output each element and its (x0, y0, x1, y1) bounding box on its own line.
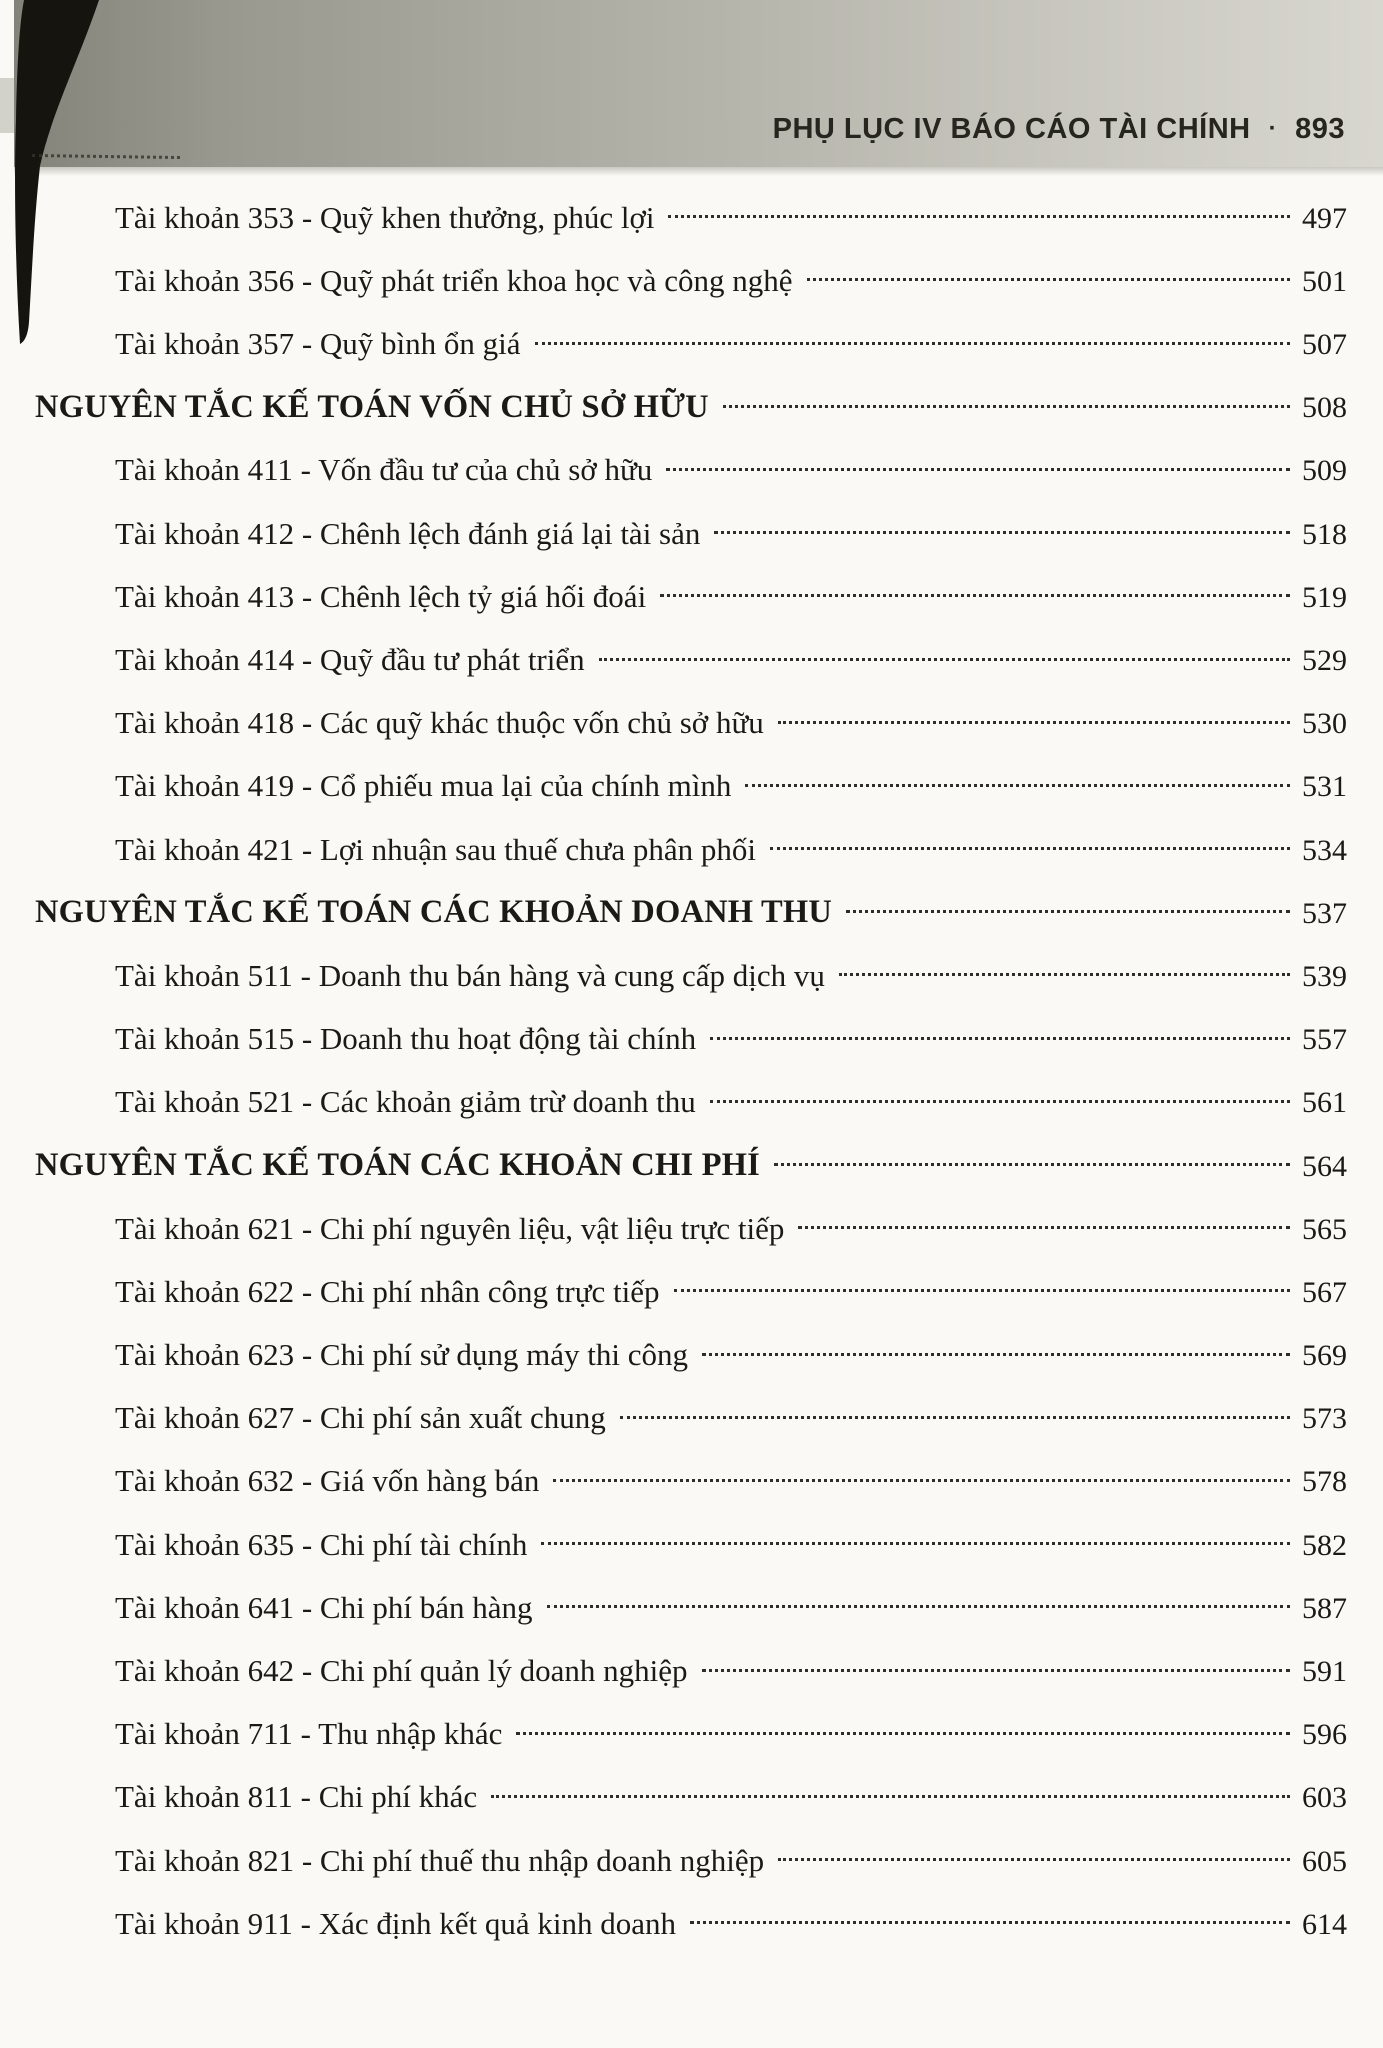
toc-entry-label: Tài khoản 353 - Quỹ khen thưởng, phúc lợi (115, 199, 655, 235)
running-header-title: PHỤ LỤC IV BÁO CÁO TÀI CHÍNH (772, 113, 1251, 145)
toc-entry-page: 519 (1302, 580, 1347, 614)
toc-row (35, 1888, 1347, 1951)
dot-leader (714, 531, 1290, 534)
toc-entry-page: 587 (1302, 1591, 1347, 1625)
toc-row (35, 1635, 1347, 1698)
toc-row (35, 1319, 1347, 1382)
running-header-page-number: 893 (1295, 113, 1345, 145)
toc-entry-page: 605 (1302, 1844, 1347, 1878)
toc-row (35, 561, 1347, 624)
toc-entry-label: Tài khoản 357 - Quỹ bình ổn giá (115, 326, 521, 362)
toc-row (35, 877, 1347, 940)
toc-entry-page: 539 (1302, 959, 1347, 993)
toc-entry-label: Tài khoản 623 - Chi phí sử dụng máy thi công (115, 1337, 689, 1373)
dot-leader (620, 1416, 1290, 1419)
toc-row (35, 624, 1347, 687)
toc-entry-label: Tài khoản 621 - Chi phí nguyên liệu, vật liệu trực tiếp (115, 1210, 785, 1246)
running-header (773, 113, 1345, 146)
toc-entry-page: 603 (1302, 1781, 1347, 1815)
toc-row (35, 940, 1347, 1003)
toc-entry-label: NGUYÊN TẮC KẾ TOÁN VỐN CHỦ SỞ HỮU (35, 388, 709, 425)
toc-row (35, 1762, 1347, 1825)
toc-entry-label: Tài khoản 511 - Doanh thu bán hàng và cung cấp dịch vụ (115, 957, 825, 993)
toc-row (35, 1572, 1347, 1635)
toc-entry-page: 497 (1302, 201, 1347, 235)
toc-entry-page: 573 (1302, 1402, 1347, 1436)
toc-entry-label: Tài khoản 622 - Chi phí nhân công trực tiếp (115, 1273, 660, 1309)
toc-row (35, 1130, 1347, 1193)
toc-entry-label: Tài khoản 418 - Các quỹ khác thuộc vốn chủ sở hữu (115, 705, 764, 741)
dot-leader (774, 1163, 1290, 1166)
toc-entry-page: 529 (1302, 644, 1347, 677)
dot-leader (491, 1795, 1290, 1798)
dot-leader (668, 215, 1290, 218)
toc-entry-page: 501 (1302, 264, 1347, 298)
dot-leader (599, 658, 1290, 661)
toc-entry-label: Tài khoản 412 - Chênh lệch đánh giá lại tài sản (115, 515, 701, 551)
toc-entry-label: Tài khoản 515 - Doanh thu hoạt động tài chính (115, 1021, 697, 1057)
dot-leader (846, 910, 1290, 913)
toc-row (35, 1825, 1347, 1888)
toc-row (35, 372, 1347, 435)
toc-entry-page: 614 (1302, 1907, 1347, 1941)
toc-entry-page: 591 (1302, 1655, 1347, 1688)
toc-entry-page: 578 (1302, 1465, 1347, 1499)
toc-entry-label: Tài khoản 521 - Các khoản giảm trừ doanh thu (115, 1084, 696, 1120)
toc-list (35, 182, 1347, 1951)
dot-leader (690, 1921, 1290, 1924)
toc-entry-label: Tài khoản 632 - Giá vốn hàng bán (115, 1463, 540, 1499)
dot-leader (798, 1226, 1290, 1229)
toc-entry-page: 518 (1302, 517, 1347, 551)
toc-entry-label: Tài khoản 413 - Chênh lệch tỷ giá hối đoái (115, 578, 647, 614)
toc-row (35, 435, 1347, 498)
toc-entry-label: Tài khoản 421 - Lợi nhuận sau thuế chưa phân phối (115, 831, 756, 867)
toc-entry-page: 508 (1302, 391, 1347, 425)
toc-entry-page: 537 (1302, 896, 1347, 930)
toc-row (35, 688, 1347, 751)
toc-entry-page: 596 (1302, 1718, 1347, 1752)
toc-row (35, 1699, 1347, 1762)
dot-leader (778, 721, 1290, 724)
toc-entry-page: 534 (1302, 833, 1347, 867)
toc-entry-page: 507 (1302, 328, 1347, 362)
dot-leader (535, 342, 1290, 345)
toc-row (35, 1067, 1347, 1130)
dot-leader (778, 1858, 1290, 1861)
toc-entry-label: Tài khoản 641 - Chi phí bán hàng (115, 1589, 533, 1625)
toc-entry-label: NGUYÊN TẮC KẾ TOÁN CÁC KHOẢN CHI PHÍ (35, 1146, 760, 1183)
toc-entry-label: Tài khoản 811 - Chi phí khác (115, 1779, 478, 1815)
toc-row (35, 1509, 1347, 1572)
toc-entry-page: 531 (1302, 770, 1347, 804)
toc-entry-label: Tài khoản 411 - Vốn đầu tư của chủ sở hữu (115, 452, 653, 488)
toc-entry-label: Tài khoản 911 - Xác định kết quả kinh doanh (115, 1905, 677, 1941)
toc-entry-label: Tài khoản 627 - Chi phí sản xuất chung (115, 1400, 606, 1436)
dot-leader (723, 405, 1290, 408)
toc-entry-page: 569 (1302, 1339, 1347, 1373)
dot-leader (839, 973, 1290, 976)
header-separator-dot: · (1268, 115, 1278, 142)
toc-entry-label: Tài khoản 821 - Chi phí thuế thu nhập doanh nghiệp (115, 1842, 765, 1878)
toc-row (35, 1193, 1347, 1256)
toc-row (35, 245, 1347, 308)
dot-leader (702, 1669, 1290, 1672)
toc-entry-page: 530 (1302, 707, 1347, 741)
toc-entry-page: 567 (1302, 1275, 1347, 1309)
toc-row (35, 182, 1347, 245)
toc-entry-page: 564 (1302, 1149, 1347, 1183)
toc-entry-label: Tài khoản 419 - Cổ phiếu mua lại của chính mình (115, 768, 732, 804)
toc-entry-page: 557 (1302, 1023, 1347, 1057)
toc-entry-page: 561 (1302, 1086, 1347, 1120)
toc-row (35, 751, 1347, 814)
dot-leader (547, 1605, 1290, 1608)
dot-leader (807, 278, 1290, 281)
toc-row (35, 498, 1347, 561)
toc-entry-page: 582 (1302, 1528, 1347, 1562)
dot-leader (674, 1289, 1290, 1292)
toc-row (35, 1003, 1347, 1066)
toc-row (35, 1446, 1347, 1509)
toc-row (35, 814, 1347, 877)
toc-entry-label: Tài khoản 635 - Chi phí tài chính (115, 1526, 528, 1562)
dot-leader (553, 1479, 1290, 1482)
dot-leader (666, 468, 1290, 471)
toc-entry-label: Tài khoản 414 - Quỹ đầu tư phát triển (115, 641, 585, 677)
dot-leader (710, 1037, 1290, 1040)
toc-row (35, 1383, 1347, 1446)
toc-entry-page: 565 (1302, 1212, 1347, 1246)
dot-leader (516, 1732, 1290, 1735)
toc-entry-label: NGUYÊN TẮC KẾ TOÁN CÁC KHOẢN DOANH THU (35, 894, 833, 931)
dot-leader (710, 1100, 1290, 1103)
toc-row (35, 1256, 1347, 1319)
dot-leader (541, 1542, 1290, 1545)
toc-entry-label: Tài khoản 356 - Quỹ phát triển khoa học và công nghệ (115, 262, 793, 298)
toc-entry-label: Tài khoản 711 - Thu nhập khác (115, 1716, 503, 1752)
toc-row (35, 308, 1347, 371)
toc-entry-page: 509 (1302, 454, 1347, 488)
dot-leader (770, 847, 1290, 850)
toc-entry-label: Tài khoản 642 - Chi phí quản lý doanh nghiệp (115, 1652, 688, 1688)
dot-leader (660, 594, 1290, 597)
dot-leader (745, 784, 1290, 787)
dot-leader (702, 1353, 1290, 1356)
